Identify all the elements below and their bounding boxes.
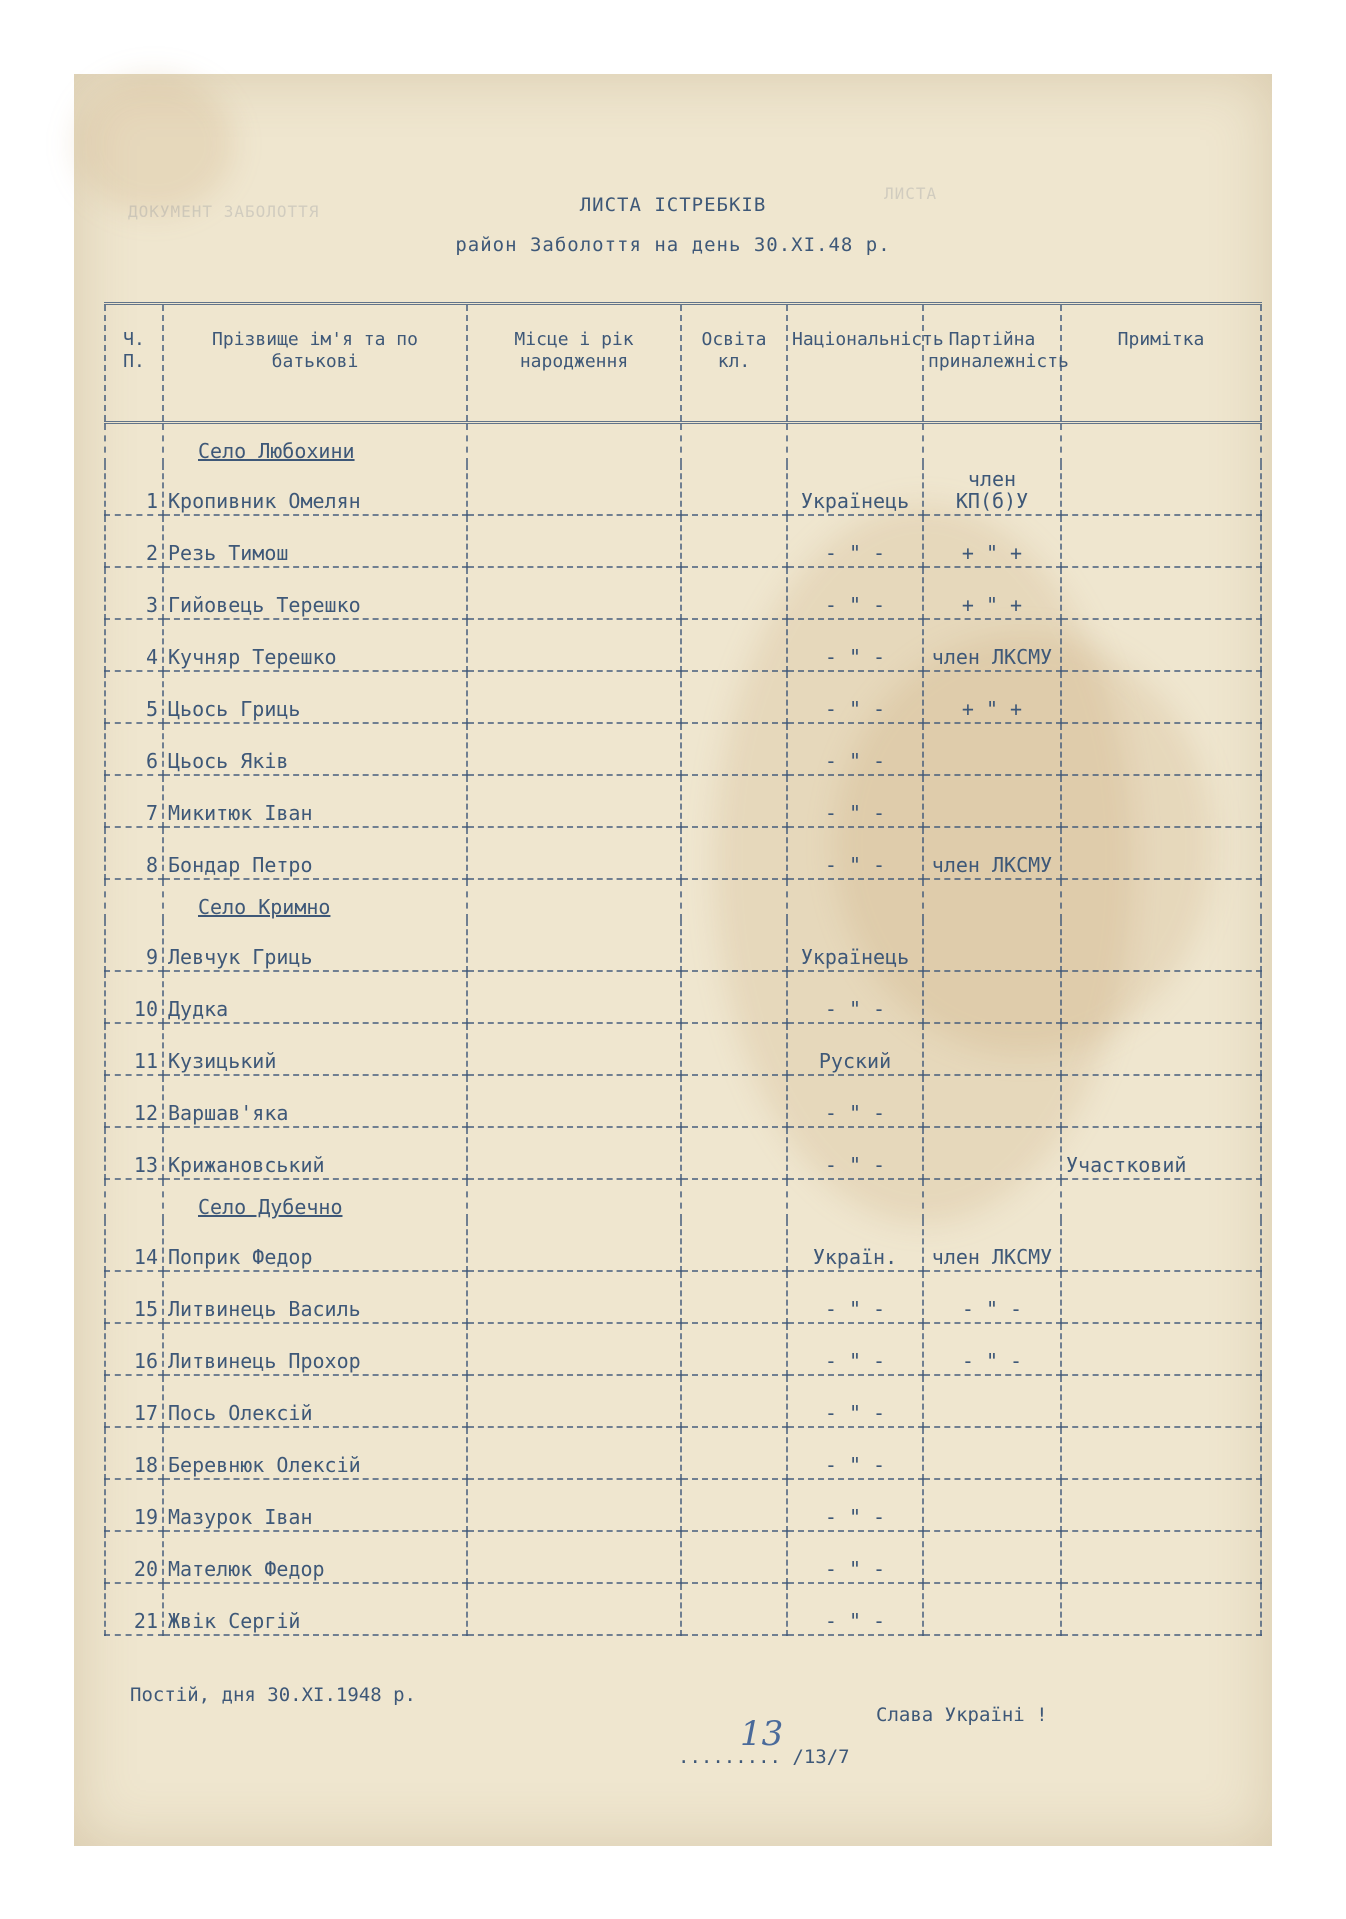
row-note bbox=[1061, 1583, 1261, 1635]
row-number: 10 bbox=[105, 971, 163, 1023]
empty-cell bbox=[105, 1179, 163, 1220]
row-party bbox=[923, 1583, 1061, 1635]
row-party: - " - bbox=[923, 1323, 1061, 1375]
row-number: 8 bbox=[105, 827, 163, 879]
row-note bbox=[1061, 619, 1261, 671]
row-number: 4 bbox=[105, 619, 163, 671]
row-nationality: - " - bbox=[787, 1127, 923, 1179]
row-education bbox=[681, 920, 787, 971]
row-party: - " - bbox=[923, 1271, 1061, 1323]
header-party: Партійна приналежність bbox=[923, 304, 1061, 423]
row-party: + " + bbox=[923, 671, 1061, 723]
table-row bbox=[105, 971, 1261, 1023]
row-note bbox=[1061, 671, 1261, 723]
row-nationality: - " - bbox=[787, 1375, 923, 1427]
row-education bbox=[681, 1427, 787, 1479]
row-party bbox=[923, 1023, 1061, 1075]
row-note bbox=[1061, 515, 1261, 567]
row-party bbox=[923, 723, 1061, 775]
row-note bbox=[1061, 1323, 1261, 1375]
empty-cell bbox=[467, 423, 681, 465]
row-nationality: - " - bbox=[787, 1427, 923, 1479]
row-party bbox=[923, 971, 1061, 1023]
row-note bbox=[1061, 775, 1261, 827]
table-row bbox=[105, 1479, 1261, 1531]
row-nationality: - " - bbox=[787, 827, 923, 879]
row-name: Литвинець Прохор bbox=[163, 1323, 467, 1375]
register-body bbox=[105, 423, 1261, 1636]
empty-cell bbox=[923, 423, 1061, 465]
row-birthplace bbox=[467, 464, 681, 515]
village-label: Село Кримно bbox=[198, 895, 331, 919]
row-party bbox=[923, 920, 1061, 971]
village-cell bbox=[163, 879, 467, 920]
row-birthplace bbox=[467, 1375, 681, 1427]
header-number: Ч. П. bbox=[105, 304, 163, 423]
table-row bbox=[105, 619, 1261, 671]
row-name: Бондар Петро bbox=[163, 827, 467, 879]
table-row bbox=[105, 827, 1261, 879]
table-row bbox=[105, 1023, 1261, 1075]
table-row bbox=[105, 723, 1261, 775]
header-note: Примітка bbox=[1061, 304, 1261, 423]
row-nationality: - " - bbox=[787, 1583, 923, 1635]
row-number: 7 bbox=[105, 775, 163, 827]
row-birthplace bbox=[467, 827, 681, 879]
row-name: Пось Олексій bbox=[163, 1375, 467, 1427]
row-nationality: Українець bbox=[787, 920, 923, 971]
row-number: 2 bbox=[105, 515, 163, 567]
row-education bbox=[681, 971, 787, 1023]
row-note bbox=[1061, 827, 1261, 879]
empty-cell bbox=[1061, 879, 1261, 920]
row-party bbox=[923, 775, 1061, 827]
row-birthplace bbox=[467, 1271, 681, 1323]
empty-cell bbox=[467, 1179, 681, 1220]
row-party bbox=[923, 1375, 1061, 1427]
row-number: 3 bbox=[105, 567, 163, 619]
row-name: Цьось Гриць bbox=[163, 671, 467, 723]
row-name: Крижановський bbox=[163, 1127, 467, 1179]
empty-cell bbox=[787, 879, 923, 920]
row-number: 18 bbox=[105, 1427, 163, 1479]
row-birthplace bbox=[467, 775, 681, 827]
page-reference: ......... /13/7 bbox=[678, 1746, 850, 1768]
row-nationality: - " - bbox=[787, 1323, 923, 1375]
row-note bbox=[1061, 1220, 1261, 1271]
row-education bbox=[681, 567, 787, 619]
row-education bbox=[681, 671, 787, 723]
row-birthplace bbox=[467, 1023, 681, 1075]
header-name: Прізвище ім'я та по батькові bbox=[163, 304, 467, 423]
row-name: Литвинець Василь bbox=[163, 1271, 467, 1323]
row-party: + " + bbox=[923, 567, 1061, 619]
row-name: Поприк Федор bbox=[163, 1220, 467, 1271]
table-row bbox=[105, 920, 1261, 971]
row-education bbox=[681, 1023, 787, 1075]
empty-cell bbox=[105, 423, 163, 465]
row-party bbox=[923, 1531, 1061, 1583]
row-education bbox=[681, 1375, 787, 1427]
empty-cell bbox=[681, 1179, 787, 1220]
water-stain bbox=[74, 74, 234, 214]
row-number: 20 bbox=[105, 1531, 163, 1583]
village-header-row bbox=[105, 879, 1261, 920]
row-number: 17 bbox=[105, 1375, 163, 1427]
row-education bbox=[681, 1583, 787, 1635]
document-page bbox=[74, 74, 1272, 1846]
row-party bbox=[923, 1075, 1061, 1127]
row-birthplace bbox=[467, 671, 681, 723]
place-date: Постій, дня 30.XI.1948 р. bbox=[130, 1684, 416, 1706]
row-name: Кучняр Терешко bbox=[163, 619, 467, 671]
empty-cell bbox=[1061, 1179, 1261, 1220]
row-name: Левчук Гриць bbox=[163, 920, 467, 971]
row-number: 14 bbox=[105, 1220, 163, 1271]
row-nationality: Українець bbox=[787, 464, 923, 515]
bleed-through-text: ДОКУМЕНТ ЗАБОЛОТТЯ bbox=[128, 202, 320, 221]
row-name: Жвік Сергій bbox=[163, 1583, 467, 1635]
row-birthplace bbox=[467, 1075, 681, 1127]
row-number: 9 bbox=[105, 920, 163, 971]
row-note bbox=[1061, 1075, 1261, 1127]
row-nationality: - " - bbox=[787, 1531, 923, 1583]
row-note bbox=[1061, 971, 1261, 1023]
row-party bbox=[923, 1479, 1061, 1531]
row-name: Кропивник Омелян bbox=[163, 464, 467, 515]
row-name: Мателюк Федор bbox=[163, 1531, 467, 1583]
village-header-row bbox=[105, 1179, 1261, 1220]
row-education bbox=[681, 723, 787, 775]
empty-cell bbox=[1061, 423, 1261, 465]
row-nationality: Україн. bbox=[787, 1220, 923, 1271]
row-nationality: - " - bbox=[787, 619, 923, 671]
table-row bbox=[105, 1323, 1261, 1375]
header-birthplace: Місце і рік народження bbox=[467, 304, 681, 423]
table-row bbox=[105, 1271, 1261, 1323]
row-party: + " + bbox=[923, 515, 1061, 567]
village-cell bbox=[163, 1179, 467, 1220]
row-nationality: - " - bbox=[787, 1271, 923, 1323]
table-row bbox=[105, 1127, 1261, 1179]
register-table bbox=[104, 302, 1262, 1636]
row-name: Дудка bbox=[163, 971, 467, 1023]
table-row bbox=[105, 1220, 1261, 1271]
row-note bbox=[1061, 1479, 1261, 1531]
row-note bbox=[1061, 1531, 1261, 1583]
table-header-row bbox=[105, 304, 1261, 423]
row-party bbox=[923, 1127, 1061, 1179]
row-birthplace bbox=[467, 1531, 681, 1583]
table-row bbox=[105, 1531, 1261, 1583]
row-birthplace bbox=[467, 515, 681, 567]
empty-cell bbox=[923, 879, 1061, 920]
bleed-through-text: ЛИСТА bbox=[884, 184, 938, 203]
row-name: Кузицький bbox=[163, 1023, 467, 1075]
row-birthplace bbox=[467, 1220, 681, 1271]
row-number: 5 bbox=[105, 671, 163, 723]
row-nationality: - " - bbox=[787, 723, 923, 775]
row-party: член ЛКСМУ bbox=[923, 827, 1061, 879]
row-birthplace bbox=[467, 619, 681, 671]
row-nationality: - " - bbox=[787, 971, 923, 1023]
row-number: 16 bbox=[105, 1323, 163, 1375]
document-title: ЛИСТА ІСТРЕБКІВ bbox=[579, 194, 767, 216]
empty-cell bbox=[467, 879, 681, 920]
row-education bbox=[681, 619, 787, 671]
row-education bbox=[681, 515, 787, 567]
row-nationality: - " - bbox=[787, 567, 923, 619]
empty-cell bbox=[787, 423, 923, 465]
row-name: Мазурок Іван bbox=[163, 1479, 467, 1531]
row-birthplace bbox=[467, 920, 681, 971]
row-note: Участковий bbox=[1061, 1127, 1261, 1179]
table-row bbox=[105, 1583, 1261, 1635]
table-row bbox=[105, 1075, 1261, 1127]
row-party: член КП(б)У bbox=[923, 464, 1061, 515]
table-row bbox=[105, 1375, 1261, 1427]
village-cell bbox=[163, 423, 467, 465]
table-row bbox=[105, 671, 1261, 723]
row-education bbox=[681, 1271, 787, 1323]
row-number: 13 bbox=[105, 1127, 163, 1179]
row-note bbox=[1061, 723, 1261, 775]
row-note bbox=[1061, 464, 1261, 515]
row-number: 12 bbox=[105, 1075, 163, 1127]
row-number: 21 bbox=[105, 1583, 163, 1635]
row-name: Беревнюк Олексій bbox=[163, 1427, 467, 1479]
empty-cell bbox=[923, 1179, 1061, 1220]
row-number: 19 bbox=[105, 1479, 163, 1531]
row-party: член ЛКСМУ bbox=[923, 619, 1061, 671]
row-name: Резь Тимош bbox=[163, 515, 467, 567]
slogan: Слава Україні ! bbox=[876, 1704, 1048, 1726]
row-education bbox=[681, 1479, 787, 1531]
row-note bbox=[1061, 1023, 1261, 1075]
row-birthplace bbox=[467, 1127, 681, 1179]
row-nationality: - " - bbox=[787, 515, 923, 567]
row-number: 6 bbox=[105, 723, 163, 775]
table-row bbox=[105, 775, 1261, 827]
row-education bbox=[681, 775, 787, 827]
empty-cell bbox=[105, 879, 163, 920]
row-birthplace bbox=[467, 1583, 681, 1635]
row-education bbox=[681, 1220, 787, 1271]
row-birthplace bbox=[467, 971, 681, 1023]
row-birthplace bbox=[467, 1323, 681, 1375]
village-label: Село Любохини bbox=[198, 439, 355, 463]
row-education bbox=[681, 1531, 787, 1583]
document-subtitle: район Заболоття на день 30.XI.48 р. bbox=[455, 234, 891, 256]
table-row bbox=[105, 567, 1261, 619]
empty-cell bbox=[787, 1179, 923, 1220]
row-name: Микитюк Іван bbox=[163, 775, 467, 827]
handwritten-number: 13 bbox=[740, 1714, 784, 1754]
table-row bbox=[105, 515, 1261, 567]
row-education bbox=[681, 827, 787, 879]
empty-cell bbox=[681, 879, 787, 920]
row-education bbox=[681, 1075, 787, 1127]
row-number: 11 bbox=[105, 1023, 163, 1075]
header-nationality: Національність bbox=[787, 304, 923, 423]
row-note bbox=[1061, 1271, 1261, 1323]
header-education: Освіта кл. bbox=[681, 304, 787, 423]
row-name: Гийовець Терешко bbox=[163, 567, 467, 619]
row-party: член ЛКСМУ bbox=[923, 1220, 1061, 1271]
table-row bbox=[105, 464, 1261, 515]
empty-cell bbox=[681, 423, 787, 465]
row-nationality: - " - bbox=[787, 671, 923, 723]
row-note bbox=[1061, 1427, 1261, 1479]
row-number: 1 bbox=[105, 464, 163, 515]
row-nationality: - " - bbox=[787, 1075, 923, 1127]
row-education bbox=[681, 464, 787, 515]
row-name: Цьось Яків bbox=[163, 723, 467, 775]
row-note bbox=[1061, 920, 1261, 971]
row-education bbox=[681, 1323, 787, 1375]
row-name: Варшав'яка bbox=[163, 1075, 467, 1127]
table-row bbox=[105, 1427, 1261, 1479]
row-nationality: Руский bbox=[787, 1023, 923, 1075]
village-label: Село Дубечно bbox=[198, 1195, 343, 1219]
row-birthplace bbox=[467, 723, 681, 775]
row-birthplace bbox=[467, 1479, 681, 1531]
row-number: 15 bbox=[105, 1271, 163, 1323]
row-birthplace bbox=[467, 567, 681, 619]
row-birthplace bbox=[467, 1427, 681, 1479]
row-party bbox=[923, 1427, 1061, 1479]
row-note bbox=[1061, 567, 1261, 619]
row-nationality: - " - bbox=[787, 1479, 923, 1531]
row-nationality: - " - bbox=[787, 775, 923, 827]
village-header-row bbox=[105, 423, 1261, 465]
row-note bbox=[1061, 1375, 1261, 1427]
row-education bbox=[681, 1127, 787, 1179]
